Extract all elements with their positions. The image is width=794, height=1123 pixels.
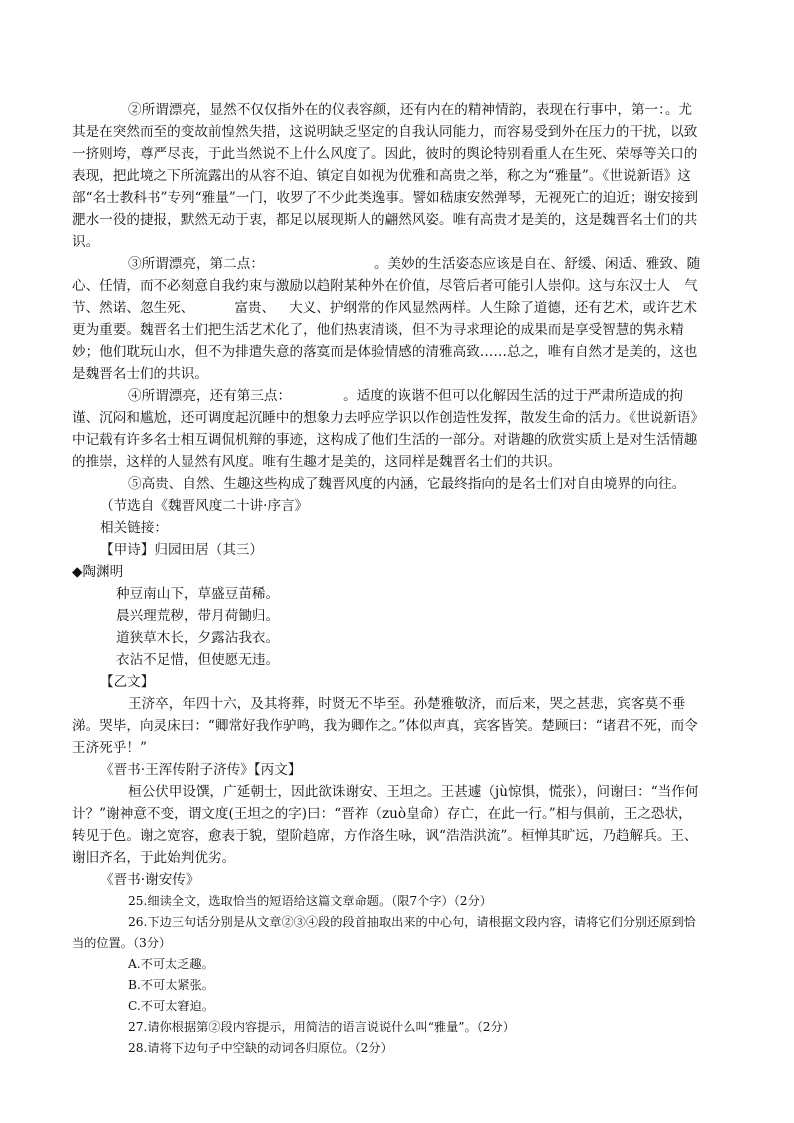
question-27: 27.请你根据第②段内容提示，用简洁的语言说说什么叫“雅量”。（2分） [128,1020,515,1034]
para4-body: 。适度的诙谐不但可以化解因生活的过于严肃所造成的拘谨、沉闷和尴尬，还可调度起沉睡中的想象力去呼应学识以作创造性发挥，散发生命的活力。《世说新语》中记载有许多名士相互调侃机辩的事迹，这构成了他们生活的一部分。对谐趣的欣赏实质上是对生活情趣的推崇，这样的人显然有风度。唯有生趣才是美的，这同样是魏晋名士们的共识。 [72,388,698,470]
document-page [72,99,704,1059]
paragraph-2: ②所谓漂亮，显然不仅仅指外在的仪表容颜，还有内在的精神情韵，表现在行事中，第一：。尤其是在突然而至的变故前惶然失措，这说明缺乏坚定的自我认同能力，而容易受到外在压力的干扰，以致一挤则垮，尊严尽丧，于此当然说不上什么风度了。因此，彼时的舆论特别看重人在生死、荣辱等关口的表现，把此境之下所流露出的从容不迫、镇定自如视为优雅和高贵之举，称之为“雅量”。《世说新语》这部“名士教科书”专列“雅量”一门，收罗了不少此类逸事。譬如嵇康安然弹琴，无视死亡的迫近；谢安接到淝水一役的捷报，默然无动于衷，都足以展现斯人的翩然风姿。唯有高贵才是美的，这是魏晋名士们的共识。 [72,102,698,250]
para3-body-3: 富贵、 [234,300,276,316]
question-26: 26.下边三句话分别是从文章②③④段的段首抽取出来的中心句，请根据文段内容，请将它们分别还原到恰当的位置。（3分） [72,915,696,950]
para3-body-4: 大义、护纲常的作风显然两样。人生除了道德，还有艺术，或许艺术更为重要。魏晋名士们把生活艺术化了，他们热衷清谈，但不为寻求理论的成果而是享受智慧的隽永精妙；他们耽玩山水，但不为排遣失意的落寞而是体验情感的清雅高致……总之，唯有自然才是美的，这也是魏晋名士们的共识。 [72,300,698,382]
para4-lead: ④所谓漂亮，还有第三点： [128,388,292,404]
poem-line: 种豆南山下，草盛豆苗稀。 [116,586,280,602]
source-note: （节选自《魏晋风度二十讲·序言》 [100,498,309,514]
option-b: B.不可太紧张。 [128,978,214,992]
text-b-source-and-c-title: 《晋书·王浑传附子济传》【丙文】 [100,762,302,778]
poem-author: ◆陶渊明 [72,564,124,580]
related-links-heading: 相关链接： [100,520,168,536]
paragraph-4 [72,385,704,473]
text-b-title: 【乙文】 [100,674,155,690]
option-a: A.不可太乏趣。 [128,957,214,971]
text-b-body: 王济卒，年四十六，及其将葬，时贤无不毕至。孙楚雅敬济，而后来，哭之甚悲，宾客莫不垂涕。哭毕，向灵床曰：“卿常好我作驴鸣，我为卿作之。”体似声真，宾客皆笑。楚顾曰：“诸君不死，而令王济死乎！” [72,696,698,756]
para3-body-2: 气节、然诺、忽生死、 [72,278,698,316]
paragraph-5: ⑤高贵、自然、生趣这些构成了魏晋风度的内涵，它最终指向的是名士们对自由境界的向往。 [128,476,686,492]
poem-line: 道狭草木长，夕露沾我衣。 [116,630,280,646]
option-c: C.不可太窘迫。 [128,999,214,1013]
text-c-source: 《晋书·谢安传》 [100,872,200,888]
question-25: 25.细读全文，选取恰当的短语给这篇文章命题。（限7个字）（2分） [128,894,492,908]
poem-line: 晨兴理荒秽，带月荷锄归。 [116,608,280,624]
poem-title: 【甲诗】归园田居（其三） [100,542,264,558]
para3-lead: ③所谓漂亮，第二点： [128,256,264,272]
question-28: 28.请将下边句子中空缺的动词各归原位。（2分） [128,1041,393,1055]
poem-line: 衣沾不足惜，但使愿无违。 [116,652,280,668]
paragraph-3 [72,253,704,385]
para3-body: 。美妙的生活姿态应该是自在、舒缓、闲适、雅致、随心、任情，而不必刻意自我约束与激励以趋附某种外在价值，尽管后者可能引人崇仰。这与东汉士人 [72,256,701,294]
text-c-body: 桓公伏甲设馔，广延朝士，因此欲诛谢安、王坦之。王甚遽（jù惊惧，慌张），问谢曰：“当作何计？”谢神意不变，谓文度(王坦之的字)曰：“晋祚（zuò皇命）存亡，在此一行。”相与俱前，王之恐状，转见于色。谢之宽容，愈表于貌，望阶趋席，方作洛生咏，讽“浩浩洪流”。桓惮其旷远，乃趋解兵。王、谢旧齐名，于此始判优劣。 [72,784,699,866]
